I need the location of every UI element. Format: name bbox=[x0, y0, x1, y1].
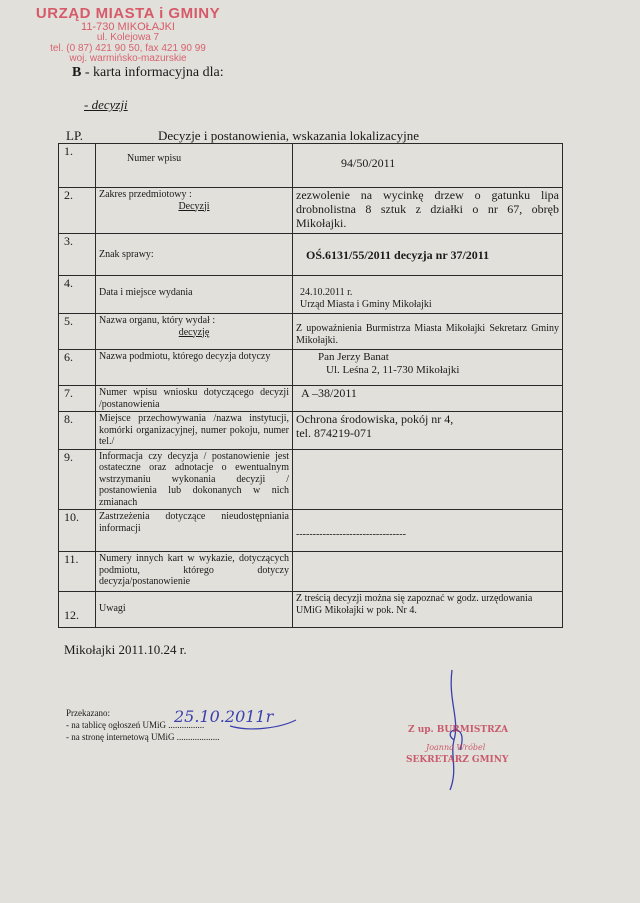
svg-text:25.10.2011r: 25.10.2011r bbox=[174, 707, 274, 726]
office-stamp bbox=[28, 6, 228, 65]
table-row bbox=[59, 234, 563, 276]
table-row bbox=[59, 276, 563, 314]
table-row bbox=[59, 592, 563, 628]
card-header bbox=[72, 65, 224, 81]
row-value: --------------------------------- bbox=[293, 510, 563, 552]
stamp-line-3: ul. Kolejowa 7 bbox=[96, 32, 160, 44]
row-value: Z upoważnienia Burmistrza Miasta Mikołajki Sekretarz Gminy Mikołajki. bbox=[293, 314, 563, 350]
stamp-line-4: tel. (0 87) 421 90 50, fax 421 90 99 bbox=[50, 42, 206, 54]
row-label: Znak sprawy: bbox=[96, 234, 293, 276]
table-row bbox=[59, 386, 563, 412]
place-date: Mikołajki 2011.10.24 r. bbox=[64, 642, 187, 657]
row-value: zezwolenie na wycinkę drzew o gatunku lipa drobnolistna 8 sztuk z działki o nr 67, obręb Mikołajki. bbox=[293, 188, 563, 234]
svg-text:SEKRETARZ GMINY: SEKRETARZ GMINY bbox=[406, 755, 509, 765]
row-number: 1. bbox=[59, 144, 96, 188]
row-value: Ochrona środowiska, pokój nr 4, tel. 874219-071 bbox=[293, 412, 563, 450]
table-row bbox=[59, 412, 563, 450]
row-label: Uwagi bbox=[96, 592, 293, 628]
table-row bbox=[59, 552, 563, 592]
row-number: 9. bbox=[59, 449, 96, 510]
lp-label: LP. bbox=[66, 128, 83, 143]
row-label: Zakres przedmiotowy : Decyzji bbox=[96, 188, 293, 234]
row-value bbox=[293, 449, 563, 510]
handwritten-date bbox=[170, 702, 300, 732]
svg-text:Z up. BURMISTRZA: Z up. BURMISTRZA bbox=[408, 725, 509, 735]
table-row bbox=[59, 449, 563, 510]
row-number: 8. bbox=[59, 412, 96, 450]
row-label: Miejsce przechowywania /nazwa instytucji, komórki organizacyjnej, numer pokoju, numer tel./ bbox=[96, 412, 293, 450]
row-value: Z treścią decyzji można się zapoznać w godz. urzędowania UMiG Mikołajki w pok. Nr 4. bbox=[293, 592, 563, 628]
table-row bbox=[59, 510, 563, 552]
row-label: Nazwa organu, który wydał : decyzję bbox=[96, 314, 293, 350]
row-value: 94/50/2011 bbox=[293, 144, 563, 188]
row-value: OŚ.6131/55/2011 decyzja nr 37/2011 bbox=[293, 234, 563, 276]
row-label: Numery innych kart w wykazie, dotyczących podmiotu, którego dotyczy decyzja/postanowienie bbox=[96, 552, 293, 592]
row-value: 24.10.2011 r. Urząd Miasta i Gminy Mikołajki bbox=[293, 276, 563, 314]
table-row bbox=[59, 314, 563, 350]
row-number: 6. bbox=[59, 350, 96, 386]
card-letter: B bbox=[72, 65, 82, 80]
table-row bbox=[59, 188, 563, 234]
row-number: 11. bbox=[59, 552, 96, 592]
stamp-line-5: woj. warmińsko-mazurskie bbox=[69, 53, 187, 65]
card-subtitle: - decyzji bbox=[84, 97, 128, 112]
handover-line-2: - na stronę internetową UMiG ................... bbox=[66, 732, 220, 743]
table-row bbox=[59, 350, 563, 386]
stamp-line-1: URZĄD MIASTA i GMINY bbox=[35, 5, 221, 22]
row-value bbox=[293, 552, 563, 592]
card-header-text: - karta informacyjna dla: bbox=[81, 65, 224, 80]
handover-title: Przekazano: bbox=[66, 708, 110, 718]
info-table bbox=[58, 143, 563, 628]
table-caption: Decyzje i postanowienia, wskazania lokalizacyjne bbox=[158, 128, 419, 143]
row-number: 4. bbox=[59, 276, 96, 314]
svg-text:Joanna Wróbel: Joanna Wróbel bbox=[426, 743, 486, 752]
row-label: Numer wpisu bbox=[96, 144, 293, 188]
signature-stamp bbox=[402, 700, 562, 780]
row-number: 12. bbox=[59, 592, 96, 628]
row-value: A –38/2011 bbox=[293, 386, 563, 412]
row-number: 10. bbox=[59, 510, 96, 552]
row-label: Zastrzeżenia dotyczące nieudostępniania informacji bbox=[96, 510, 293, 552]
row-label: Data i miejsce wydania bbox=[96, 276, 293, 314]
table-row bbox=[59, 144, 563, 188]
row-number: 7. bbox=[59, 386, 96, 412]
row-label: Informacja czy decyzja / postanowienie jest ostateczne oraz adnotacje o ewentualnym wstrzymaniu wykonania decyzji / postanowienia lub dokonanych w nich zmianach bbox=[96, 449, 293, 510]
stamp-line-2: 11-730 MIKOŁAJKI bbox=[81, 20, 175, 33]
row-value: Pan Jerzy Banat Ul. Leśna 2, 11-730 Mikołajki bbox=[293, 350, 563, 386]
handover-line-1: - na tablicę ogłoszeń UMiG ................ bbox=[66, 720, 205, 731]
row-label: Nazwa podmiotu, którego decyzja dotyczy bbox=[96, 350, 293, 386]
row-number: 3. bbox=[59, 234, 96, 276]
row-label: Numer wpisu wniosku dotyczącego decyzji /postanowienia bbox=[96, 386, 293, 412]
row-number: 2. bbox=[59, 188, 96, 234]
row-number: 5. bbox=[59, 314, 96, 350]
